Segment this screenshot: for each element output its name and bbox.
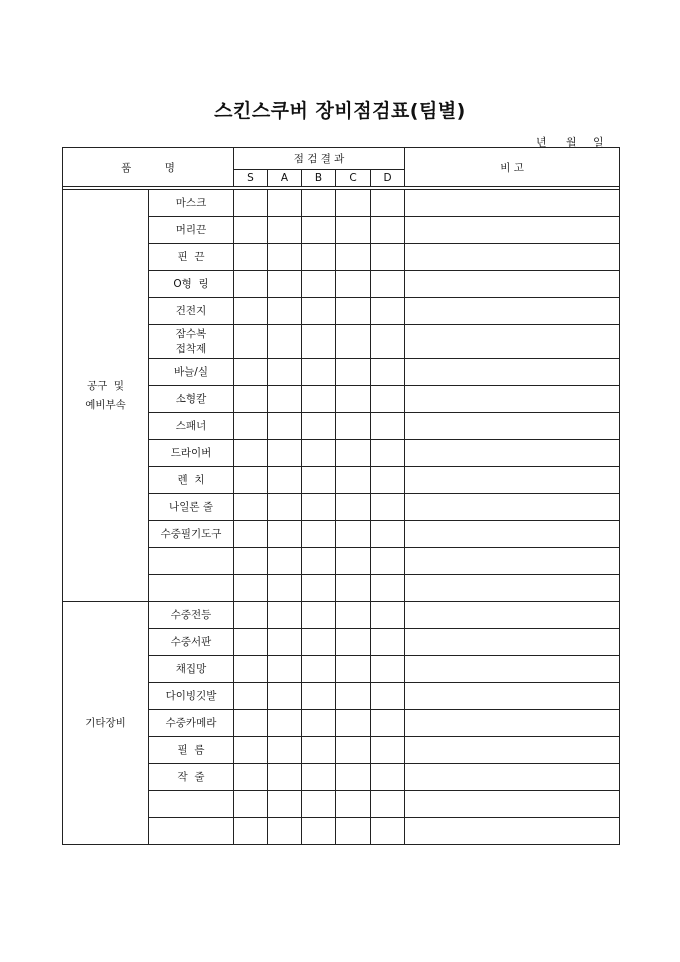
grade-check-cell-a[interactable] xyxy=(268,737,302,764)
grade-check-cell-d[interactable] xyxy=(371,737,405,764)
grade-check-cell-s[interactable] xyxy=(234,521,268,548)
grade-check-cell-d[interactable] xyxy=(371,521,405,548)
remarks-cell[interactable] xyxy=(405,629,620,656)
item-name-cell: 수중필기도구 xyxy=(149,521,234,548)
grade-check-cell-b[interactable] xyxy=(302,244,336,271)
item-name-cell: 잠수복 접착제 xyxy=(149,325,234,359)
grade-check-cell-c[interactable] xyxy=(336,764,371,791)
grade-check-cell-a[interactable] xyxy=(268,190,302,217)
item-name-cell: 렌 치 xyxy=(149,467,234,494)
grade-check-cell-c[interactable] xyxy=(336,602,371,629)
item-name-cell: 다이빙깃발 xyxy=(149,683,234,710)
grade-check-cell-c[interactable] xyxy=(336,737,371,764)
remarks-cell[interactable] xyxy=(405,521,620,548)
grade-check-cell-a[interactable] xyxy=(268,575,302,602)
grade-check-cell-b[interactable] xyxy=(302,359,336,386)
grade-check-cell-c[interactable] xyxy=(336,271,371,298)
grade-check-cell-s[interactable] xyxy=(234,325,268,359)
grade-check-cell-c[interactable] xyxy=(336,629,371,656)
grade-check-cell-a[interactable] xyxy=(268,325,302,359)
blank-item-cell xyxy=(149,791,234,818)
grade-check-cell-a[interactable] xyxy=(268,548,302,575)
grade-check-cell-b[interactable] xyxy=(302,494,336,521)
grade-header-a: A xyxy=(268,170,302,187)
grade-header-d: D xyxy=(371,170,405,187)
group-name-line2: 예비부속 xyxy=(85,398,126,411)
grade-check-cell-d[interactable] xyxy=(371,244,405,271)
remarks-cell[interactable] xyxy=(405,217,620,244)
grade-check-cell-b[interactable] xyxy=(302,575,336,602)
grade-check-cell-b[interactable] xyxy=(302,298,336,325)
grade-check-cell-c[interactable] xyxy=(336,494,371,521)
remarks-cell[interactable] xyxy=(405,818,620,845)
grade-check-cell-a[interactable] xyxy=(268,656,302,683)
grade-check-cell-c[interactable] xyxy=(336,359,371,386)
grade-check-cell-a[interactable] xyxy=(268,217,302,244)
grade-check-cell-s[interactable] xyxy=(234,244,268,271)
item-name-cell: 수중전등 xyxy=(149,602,234,629)
group-name-cell xyxy=(63,602,149,845)
remarks-cell[interactable] xyxy=(405,737,620,764)
item-name-cell: 바늘/실 xyxy=(149,359,234,386)
grade-check-cell-d[interactable] xyxy=(371,386,405,413)
grade-check-cell-b[interactable] xyxy=(302,325,336,359)
inspection-table xyxy=(62,147,620,845)
grade-check-cell-b[interactable] xyxy=(302,602,336,629)
grade-check-cell-c[interactable] xyxy=(336,440,371,467)
remarks-cell[interactable] xyxy=(405,298,620,325)
grade-check-cell-c[interactable] xyxy=(336,298,371,325)
remarks-cell[interactable] xyxy=(405,271,620,298)
item-name-cell: 필 름 xyxy=(149,737,234,764)
grade-check-cell-d[interactable] xyxy=(371,359,405,386)
grade-check-cell-d[interactable] xyxy=(371,575,405,602)
item-name-cell: 건전지 xyxy=(149,298,234,325)
remarks-cell[interactable] xyxy=(405,244,620,271)
grade-check-cell-a[interactable] xyxy=(268,791,302,818)
grade-check-cell-d[interactable] xyxy=(371,298,405,325)
grade-check-cell-d[interactable] xyxy=(371,602,405,629)
item-name-cell: 스패너 xyxy=(149,413,234,440)
grade-check-cell-c[interactable] xyxy=(336,190,371,217)
grade-check-cell-b[interactable] xyxy=(302,271,336,298)
date-year-label: 년 xyxy=(536,136,547,149)
grade-check-cell-b[interactable] xyxy=(302,548,336,575)
grade-check-cell-d[interactable] xyxy=(371,467,405,494)
item-name-cell: 소형칼 xyxy=(149,386,234,413)
grade-check-cell-b[interactable] xyxy=(302,683,336,710)
grade-check-cell-d[interactable] xyxy=(371,818,405,845)
grade-check-cell-c[interactable] xyxy=(336,413,371,440)
remarks-cell[interactable] xyxy=(405,325,620,359)
grade-check-cell-a[interactable] xyxy=(268,710,302,737)
grade-check-cell-c[interactable] xyxy=(336,467,371,494)
check-result-header: 점 검 결 과 xyxy=(234,148,405,170)
grade-check-cell-s[interactable] xyxy=(234,494,268,521)
grade-check-cell-a[interactable] xyxy=(268,298,302,325)
grade-check-cell-s[interactable] xyxy=(234,656,268,683)
grade-check-cell-c[interactable] xyxy=(336,244,371,271)
grade-check-cell-s[interactable] xyxy=(234,791,268,818)
grade-check-cell-a[interactable] xyxy=(268,494,302,521)
grade-check-cell-s[interactable] xyxy=(234,710,268,737)
grade-check-cell-d[interactable] xyxy=(371,271,405,298)
grade-check-cell-b[interactable] xyxy=(302,710,336,737)
remarks-cell[interactable] xyxy=(405,494,620,521)
grade-check-cell-s[interactable] xyxy=(234,467,268,494)
remarks-cell[interactable] xyxy=(405,575,620,602)
grade-check-cell-b[interactable] xyxy=(302,190,336,217)
grade-check-cell-c[interactable] xyxy=(336,548,371,575)
group-name-line1: 기타장비 xyxy=(85,716,126,729)
item-name-cell: 작 줄 xyxy=(149,764,234,791)
grade-check-cell-c[interactable] xyxy=(336,683,371,710)
remarks-cell[interactable] xyxy=(405,190,620,217)
grade-check-cell-s[interactable] xyxy=(234,298,268,325)
grade-check-cell-b[interactable] xyxy=(302,440,336,467)
grade-check-cell-a[interactable] xyxy=(268,602,302,629)
grade-check-cell-a[interactable] xyxy=(268,683,302,710)
remarks-cell[interactable] xyxy=(405,656,620,683)
remarks-header: 비 고 xyxy=(405,148,620,187)
grade-check-cell-a[interactable] xyxy=(268,818,302,845)
grade-check-cell-b[interactable] xyxy=(302,217,336,244)
grade-check-cell-d[interactable] xyxy=(371,217,405,244)
grade-check-cell-b[interactable] xyxy=(302,386,336,413)
grade-check-cell-s[interactable] xyxy=(234,217,268,244)
page-title: 스킨스쿠버 장비점검표(팀별) xyxy=(214,100,466,122)
item-name-cell: 머리끈 xyxy=(149,217,234,244)
remarks-cell[interactable] xyxy=(405,548,620,575)
grade-check-cell-a[interactable] xyxy=(268,467,302,494)
grade-check-cell-s[interactable] xyxy=(234,602,268,629)
grade-header-c: C xyxy=(336,170,371,187)
remarks-cell[interactable] xyxy=(405,359,620,386)
remarks-cell[interactable] xyxy=(405,467,620,494)
grade-check-cell-c[interactable] xyxy=(336,710,371,737)
grade-check-cell-d[interactable] xyxy=(371,494,405,521)
grade-header-s: S xyxy=(234,170,268,187)
remarks-cell[interactable] xyxy=(405,791,620,818)
grade-check-cell-d[interactable] xyxy=(371,440,405,467)
grade-check-cell-d[interactable] xyxy=(371,190,405,217)
grade-check-cell-s[interactable] xyxy=(234,629,268,656)
grade-check-cell-s[interactable] xyxy=(234,190,268,217)
grade-check-cell-d[interactable] xyxy=(371,548,405,575)
grade-check-cell-c[interactable] xyxy=(336,791,371,818)
grade-check-cell-d[interactable] xyxy=(371,325,405,359)
grade-check-cell-a[interactable] xyxy=(268,629,302,656)
grade-check-cell-a[interactable] xyxy=(268,244,302,271)
grade-check-cell-d[interactable] xyxy=(371,656,405,683)
grade-check-cell-b[interactable] xyxy=(302,764,336,791)
item-name-header: 품 명 xyxy=(63,148,234,187)
grade-check-cell-s[interactable] xyxy=(234,359,268,386)
remarks-cell[interactable] xyxy=(405,710,620,737)
grade-check-cell-s[interactable] xyxy=(234,440,268,467)
grade-check-cell-c[interactable] xyxy=(336,386,371,413)
grade-check-cell-c[interactable] xyxy=(336,656,371,683)
grade-check-cell-s[interactable] xyxy=(234,683,268,710)
grade-check-cell-s[interactable] xyxy=(234,764,268,791)
remarks-cell[interactable] xyxy=(405,683,620,710)
grade-check-cell-b[interactable] xyxy=(302,629,336,656)
grade-check-cell-d[interactable] xyxy=(371,683,405,710)
grade-check-cell-s[interactable] xyxy=(234,575,268,602)
item-name-cell: 드라이버 xyxy=(149,440,234,467)
grade-check-cell-c[interactable] xyxy=(336,575,371,602)
grade-header-b: B xyxy=(302,170,336,187)
table-row xyxy=(63,190,620,217)
grade-check-cell-d[interactable] xyxy=(371,791,405,818)
table-row xyxy=(63,602,620,629)
grade-check-cell-s[interactable] xyxy=(234,386,268,413)
grade-check-cell-c[interactable] xyxy=(336,818,371,845)
grade-check-cell-s[interactable] xyxy=(234,818,268,845)
remarks-cell[interactable] xyxy=(405,602,620,629)
remarks-cell[interactable] xyxy=(405,764,620,791)
grade-check-cell-d[interactable] xyxy=(371,629,405,656)
item-name-cell: 수중카메라 xyxy=(149,710,234,737)
grade-check-cell-a[interactable] xyxy=(268,271,302,298)
remarks-cell[interactable] xyxy=(405,440,620,467)
remarks-cell[interactable] xyxy=(405,413,620,440)
grade-check-cell-a[interactable] xyxy=(268,413,302,440)
remarks-cell[interactable] xyxy=(405,386,620,413)
date-day-label: 일 xyxy=(593,136,604,149)
item-name-cell: 나일론 줄 xyxy=(149,494,234,521)
item-name-cell: 마스크 xyxy=(149,190,234,217)
grade-check-cell-b[interactable] xyxy=(302,791,336,818)
grade-check-cell-a[interactable] xyxy=(268,521,302,548)
blank-item-cell xyxy=(149,818,234,845)
item-name-cell: O형 링 xyxy=(149,271,234,298)
date-month-label: 월 xyxy=(566,136,577,149)
blank-item-cell xyxy=(149,548,234,575)
item-name-cell: 수중서판 xyxy=(149,629,234,656)
grade-check-cell-c[interactable] xyxy=(336,325,371,359)
grade-check-cell-s[interactable] xyxy=(234,413,268,440)
grade-check-cell-b[interactable] xyxy=(302,467,336,494)
grade-check-cell-b[interactable] xyxy=(302,656,336,683)
group-name-cell xyxy=(63,190,149,602)
grade-check-cell-a[interactable] xyxy=(268,359,302,386)
grade-check-cell-b[interactable] xyxy=(302,413,336,440)
grade-check-cell-c[interactable] xyxy=(336,217,371,244)
group-name-line1: 공구 및 xyxy=(86,379,125,392)
grade-check-cell-c[interactable] xyxy=(336,521,371,548)
grade-check-cell-s[interactable] xyxy=(234,271,268,298)
grade-check-cell-b[interactable] xyxy=(302,818,336,845)
item-name-cell: 핀 끈 xyxy=(149,244,234,271)
grade-check-cell-d[interactable] xyxy=(371,413,405,440)
grade-check-cell-s[interactable] xyxy=(234,548,268,575)
grade-check-cell-b[interactable] xyxy=(302,737,336,764)
grade-check-cell-a[interactable] xyxy=(268,440,302,467)
item-name-cell: 채집망 xyxy=(149,656,234,683)
grade-check-cell-a[interactable] xyxy=(268,764,302,791)
grade-check-cell-s[interactable] xyxy=(234,737,268,764)
grade-check-cell-d[interactable] xyxy=(371,764,405,791)
grade-check-cell-a[interactable] xyxy=(268,386,302,413)
grade-check-cell-b[interactable] xyxy=(302,521,336,548)
blank-item-cell xyxy=(149,575,234,602)
grade-check-cell-d[interactable] xyxy=(371,710,405,737)
